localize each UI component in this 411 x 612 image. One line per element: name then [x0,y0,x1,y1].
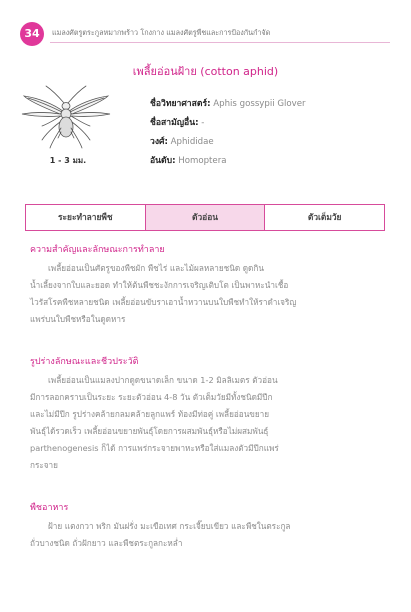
stage-cell-nymph: ตัวอ่อน [145,205,265,230]
body-line: พันธุ์ได้รวดเร็ว เพลี้ยอ่อนขยายพันธุ์โดยการผสมพันธุ์หรือไม่ผสมพันธุ์ [30,426,269,436]
page-number-badge: 34 [20,22,44,46]
body-line: มีการลอกคราบเป็นระยะ ระยะตัวอ่อน 4-8 วัน ตัวเต็มวัยมีทั้งชนิดมีปีก [30,392,273,402]
taxonomy-info [150,96,390,172]
stage-cell-adult: ตัวเต็มวัย [264,205,384,230]
body-line: ไวรัสโรคพืชหลายชนิด เพลี้ยอ่อนขับราเอาน้ำหวานบนใบพืชทำให้ราดำเจริญ [30,297,297,307]
aphid-illustration [18,82,114,154]
body-line: แพร่บนใบพืชหรือในดูดหาร [30,314,126,324]
section-body-importance [30,260,382,328]
body-line: กระจาย [30,460,58,470]
body-line: เพลี้ยอ่อนเป็นแมลงปากดูดขนาดเล็ก ขนาด 1-2 มิลลิเมตร ตัวอ่อน [48,375,278,385]
body-line: น้ำเลี้ยงจากใบและยอด ทำให้ต้นพืชชะงักการเจริญเติบโต เป็นพาหะนำเชื้อ [30,280,289,290]
body-line: parthenogenesis ก็ได้ การแพร่กระจายพาหะหรือใส่แมลงตัวมีปีกแพร่ [30,443,279,453]
section-heading-importance: ความสำคัญและลักษณะการทำลาย [30,245,165,255]
pest-title: เพลี้ยอ่อนฝ้าย (cotton aphid) [132,65,279,78]
body-line: และไม่มีปีก รูปร่างคล้ายกลมคล้ายลูกแพร์ ท้องมีท่อคู่ เพลี้ยอ่อนขยาย [30,409,270,419]
section-heading-morphology: รูปร่างลักษณะและชีวประวัติ [30,357,139,367]
info-row-scientific-name [150,96,390,115]
info-key: ชื่อสามัญอื่น: [150,118,199,128]
section-heading-host-plants: พืชอาหาร [30,503,69,513]
info-value: - [201,118,205,128]
body-line: ถั่วบางชนิด ถั่วฝักยาว และพืชตระกูลกะหล่ำ [30,538,183,548]
page-header [20,22,400,46]
damage-stage-table [25,204,385,231]
stage-header-damage: ระยะทำลายพืช [58,212,113,222]
section-body-host-plants [30,518,382,552]
body-line: เพลี้ยอ่อนเป็นศัตรูของพืชผัก พืชไร่ และไม้ผลหลายชนิด ดูดกิน [48,263,264,273]
header-divider [50,42,390,43]
running-title: แมลงศัตรูตระกูลหมากพร้าว โกงกาง แมลงศัตรูพืชและการป้องกันกำจัด [52,28,271,37]
info-value: Aphididae [170,137,214,147]
info-value: Aphis gossypii Glover [213,99,306,109]
section-body-morphology [30,372,382,474]
info-key: ชื่อวิทยาศาสตร์: [150,99,211,109]
info-row-family [150,134,390,153]
info-row-other-common-name [150,115,390,134]
size-label: 1 - 3 มม. [49,156,87,165]
info-key: วงศ์: [150,137,168,147]
info-key: อันดับ: [150,156,176,166]
body-line: ฝ้าย แตงกวา พริก มันฝรั่ง มะเขือเทศ กระเจี๊ยบเขียว และพืชในตระกูล [48,521,291,531]
info-row-order [150,153,390,172]
info-value: Homoptera [178,156,227,166]
